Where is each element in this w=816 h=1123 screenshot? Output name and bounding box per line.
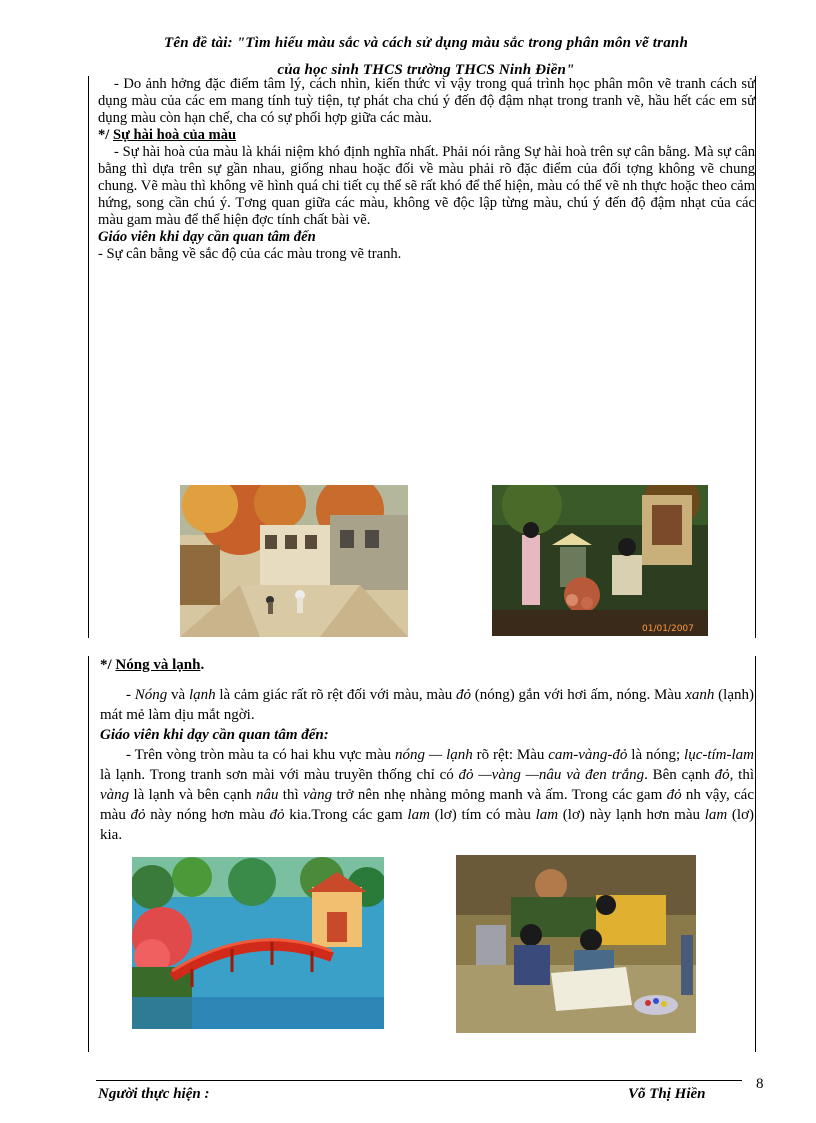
text-run: là lạnh. Trong tranh sơn mài với màu truyền thống chỉ có — [100, 767, 459, 783]
text-run: rõ rệt: Màu — [472, 747, 549, 763]
text-run: - Trên vòng tròn màu ta có hai khu vực màu — [126, 747, 396, 763]
text-run: xanh — [685, 687, 715, 703]
text-run: đỏ —vàng —nâu và đen trắng — [458, 767, 645, 783]
text-run: cam-vàng-đỏ — [548, 747, 628, 763]
text-run: vàng — [302, 787, 333, 803]
text-run: nóng — lạnh — [395, 747, 473, 763]
header-title-line2: của học sinh THCS trường THCS Ninh Điền" — [277, 62, 575, 78]
street-painting-image — [180, 485, 408, 637]
harmony-heading — [98, 127, 755, 144]
teacher-note-body: - Sự cân bằng về sắc độ của các màu trong vẽ tranh. — [98, 246, 402, 262]
text-run: và — [167, 687, 189, 703]
text-run: (lơ) kia. — [100, 807, 755, 843]
warm-cool-heading — [100, 655, 754, 675]
text-run: (nóng) gắn với hơi ấm, nóng. Màu — [471, 687, 686, 703]
text-run: đỏ — [269, 807, 285, 823]
photo-date-stamp: 01/01/2007 — [642, 624, 694, 634]
children-drawing-painting-image — [456, 855, 696, 1033]
heading2-prefix: */ — [100, 657, 116, 673]
text-run: . Bên cạnh — [644, 767, 715, 783]
text-run: nâu — [255, 787, 279, 803]
left-border-top — [88, 76, 89, 638]
text-run: kia.Trong các gam — [284, 807, 408, 823]
text-run: lục-tím-lam — [684, 747, 755, 763]
teacher-note-heading-2: Giáo viên khi dạy cần quan tâm đến: — [100, 727, 329, 743]
warm-cool-paragraph-1 — [100, 685, 754, 725]
text-run: đỏ — [130, 807, 146, 823]
footer-author-label: Người thực hiện : — [98, 1086, 210, 1102]
text-run: (lạnh) mát mẻ làm dịu mắt ngời. — [100, 687, 754, 723]
text-run: đỏ — [714, 767, 730, 783]
text-run: , thì — [729, 767, 755, 783]
text-run: là lạnh và bên cạnh — [129, 787, 256, 803]
market-painting-image — [492, 485, 708, 636]
intro-paragraph: - Do ảnh hởng đặc điểm tâm lý, cách nhìn, kiến thức vì vậy trong quá trình học phân môn vẽ tranh cách sử dụng màu của các em mang tính tuỳ tiện, tự phát cha chú ý đến độ đậm nhạt trong tranh vẽ, hầu hết các em sử dụng màu còn hạn chế, cha có sự phối hợp giữa các màu. — [98, 76, 755, 126]
warm-cool-paragraph-2 — [100, 745, 754, 845]
text-run: đỏ — [666, 787, 682, 803]
text-run: nh vậy, các màu — [100, 787, 754, 823]
section-color-harmony — [98, 76, 755, 263]
text-run: là nóng; — [627, 747, 685, 763]
text-run: thì — [278, 787, 303, 803]
red-bridge-painting-image — [132, 857, 384, 1029]
text-run: lam — [535, 807, 559, 823]
left-border-bottom — [88, 656, 89, 1052]
section-warm-cool — [100, 655, 754, 845]
teacher-note-heading: Giáo viên khi dạy cần quan tâm đến — [98, 229, 316, 245]
text-run: - — [126, 687, 135, 703]
heading-text: Sự hài hoà của màu — [113, 127, 237, 143]
text-run: là cảm giác rất rõ rệt đối với màu, màu — [215, 687, 457, 703]
right-border-bottom — [755, 656, 756, 1052]
heading-prefix: */ — [98, 127, 113, 143]
heading2-text: Nóng và lạnh — [115, 657, 201, 673]
right-border-top — [755, 76, 756, 638]
text-run: đỏ — [456, 687, 472, 703]
footer-author-name: Võ Thị Hiền — [628, 1086, 706, 1102]
text-run: lạnh — [188, 687, 216, 703]
text-run: Nóng — [134, 687, 168, 703]
harmony-paragraph: - Sự hài hoà của màu là khái niệm khó định nghĩa nhất. Phải nói rằng Sự hài hoà trên sự cân bằng. Mà sự cân bằng thì dựa trên sự gần nhau, giống nhau hoặc đối về màu phải rõ đặc điểm của đối tợng không vẽ chung chung. Vẽ màu thì không vẽ hình quá chi tiết cụ thể sẽ rất khó để thể hiện, màu có thể vẽ nh thực hoặc theo cảm hứng, song cần chú ý. Tơng quan giữa các màu, không vẽ độc lập từng màu, chú ý đến độ đậm nhạt của các màu gam màu để thể hiện đợc tính chất bài vẽ. — [98, 144, 755, 228]
text-run: (lơ) này lạnh hơn màu — [558, 807, 705, 823]
text-run: vàng — [100, 787, 130, 803]
text-run: lam — [704, 807, 728, 823]
heading2-suffix: . — [200, 657, 205, 673]
footer-rule — [96, 1080, 742, 1081]
text-run: này nóng hơn màu — [145, 807, 270, 823]
text-run: (lơ) tím có màu — [429, 807, 536, 823]
header-title-line1: Tên đề tài: "Tìm hiểu màu sắc và cách sử dụng màu sắc trong phân môn vẽ tranh — [163, 35, 688, 51]
text-run: trở nên nhẹ nhàng mỏng manh và ấm. Trong các gam — [332, 787, 667, 803]
page-number: 8 — [756, 1076, 764, 1092]
text-run: lam — [407, 807, 430, 823]
